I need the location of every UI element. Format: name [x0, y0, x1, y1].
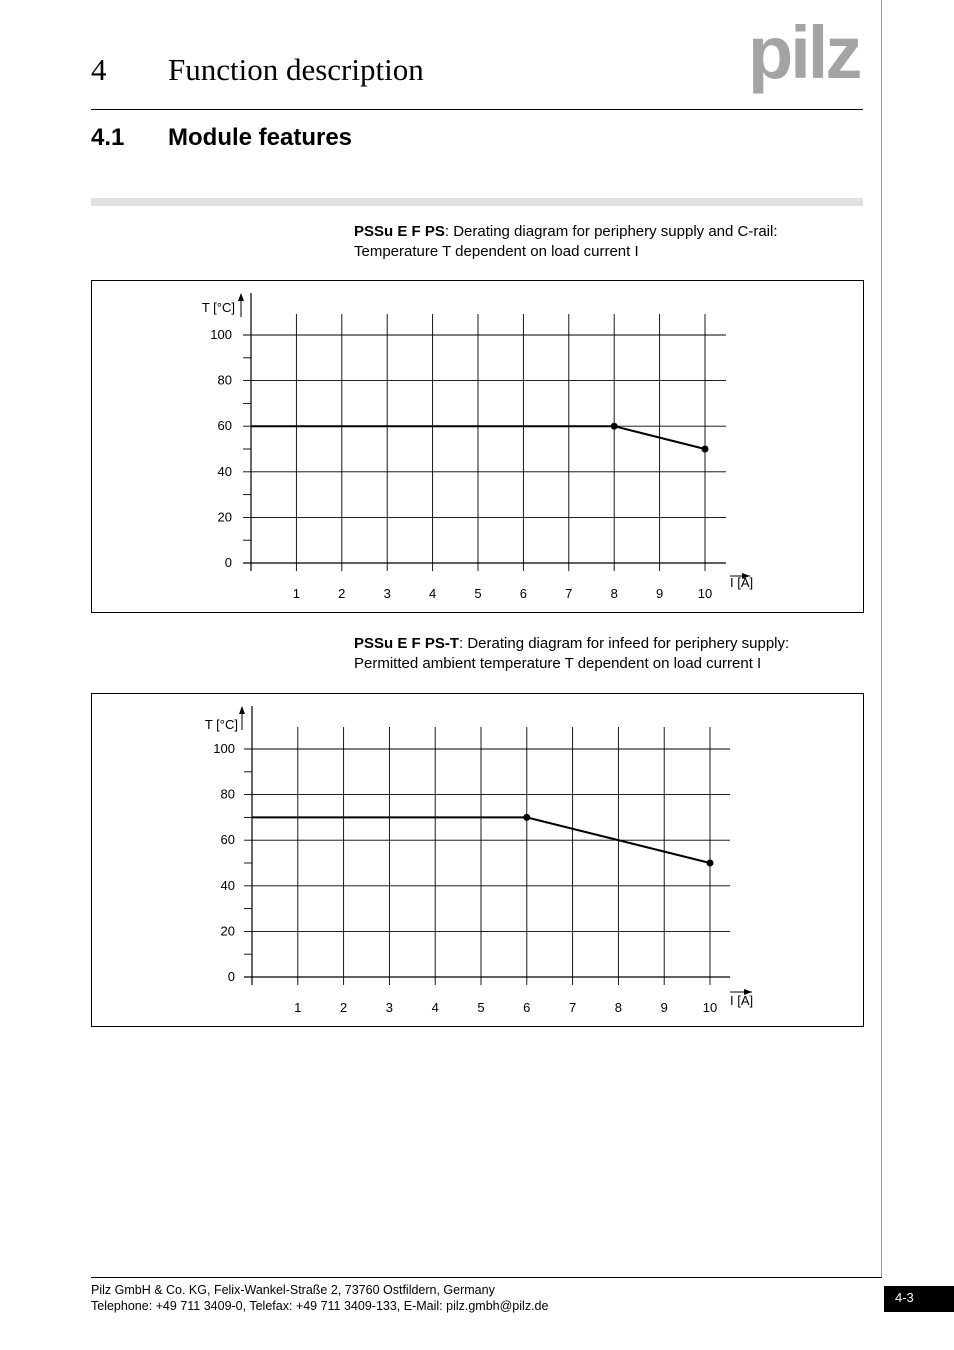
chapter-number: 4	[91, 52, 107, 87]
caption-text: : Derating diagram for infeed for periphery supply:	[459, 635, 790, 652]
x-tick-label: 9	[660, 1000, 668, 1015]
x-tick-label: 5	[477, 1000, 485, 1015]
section-title: Module features	[168, 124, 353, 151]
caption-text: : Derating diagram for periphery supply and C-rail:	[444, 223, 778, 240]
x-tick-label: 3	[383, 586, 391, 601]
x-tick-label: 4	[431, 1000, 439, 1015]
x-tick-label: 7	[568, 1000, 577, 1015]
section-number: 4.1	[91, 124, 125, 151]
x-tick-label: 9	[655, 586, 664, 601]
caption-text-line2: Temperature T dependent on load current I	[354, 243, 639, 260]
caption-text-line2: Permitted ambient temperature T dependent on load current I	[354, 655, 762, 672]
x-tick-label: 2	[338, 586, 346, 601]
footer-address: Pilz GmbH & Co. KG, Felix-Wankel-Straße 2, 73760 Ostfildern, Germany	[91, 1283, 495, 1297]
y-tick-label: 0	[224, 555, 232, 570]
caption-product-name: PSSu E F PS-T	[354, 635, 460, 652]
y-tick-label: 40	[220, 877, 235, 893]
y-axis-label: T [°C]	[204, 717, 238, 732]
x-tick-label: 8	[614, 1000, 623, 1015]
y-tick-label: 60	[217, 418, 232, 434]
data-point-marker	[707, 860, 714, 867]
pilz-logo	[748, 22, 866, 98]
chapter-title: Function description	[168, 52, 424, 87]
y-tick-label: 80	[220, 786, 235, 802]
page-number-badge: 4-3	[884, 1286, 954, 1312]
y-tick-label: 60	[220, 832, 235, 848]
data-point-marker	[702, 446, 709, 453]
header-rule	[91, 109, 863, 110]
y-tick-label: 80	[217, 372, 232, 388]
pilz-logo-text: pilz	[748, 22, 860, 94]
derating-chart-1	[91, 280, 864, 613]
chart-caption-1	[354, 222, 854, 262]
y-tick-label: 100	[210, 327, 232, 342]
chart-plot-group	[202, 293, 753, 601]
y-tick-label: 100	[213, 741, 235, 756]
x-tick-label: 8	[610, 586, 618, 601]
y-tick-label: 20	[217, 509, 232, 525]
x-tick-label: 10	[702, 1000, 718, 1015]
y-tick-label: 0	[227, 969, 235, 984]
data-point-marker	[523, 814, 530, 821]
y-axis-arrowhead	[238, 293, 244, 301]
footer-contact: Telephone: +49 711 3409-0, Telefax: +49 711 3409-133, E-Mail: pilz.gmbh@pilz.de	[91, 1299, 549, 1313]
x-tick-label: 5	[474, 586, 482, 601]
chart-plot-group	[205, 706, 753, 1015]
x-axis-label: I [A]	[730, 575, 754, 590]
x-tick-label: 1	[294, 1000, 302, 1015]
x-axis-label: I [A]	[730, 993, 754, 1008]
chart-svg	[92, 281, 863, 612]
x-tick-label: 10	[697, 586, 713, 601]
x-tick-label: 7	[565, 586, 573, 601]
chart-caption-2	[354, 634, 854, 674]
footer-rule	[91, 1277, 882, 1278]
x-tick-label: 1	[292, 586, 301, 601]
y-tick-label: 20	[220, 923, 235, 939]
chart-svg	[92, 694, 863, 1026]
derating-chart-2	[91, 693, 864, 1027]
y-axis-label: T [°C]	[201, 300, 235, 315]
data-point-marker	[611, 423, 618, 430]
section-divider-bar	[91, 198, 863, 206]
y-axis-arrowhead	[239, 706, 245, 714]
x-tick-label: 3	[385, 1000, 394, 1015]
x-tick-label: 6	[519, 586, 528, 601]
y-tick-label: 40	[217, 463, 232, 479]
x-tick-label: 4	[428, 586, 437, 601]
x-tick-label: 6	[523, 1000, 531, 1015]
caption-product-name: PSSu E F PS	[354, 223, 445, 240]
x-tick-label: 2	[339, 1000, 348, 1015]
page-right-rule	[881, 0, 882, 1278]
